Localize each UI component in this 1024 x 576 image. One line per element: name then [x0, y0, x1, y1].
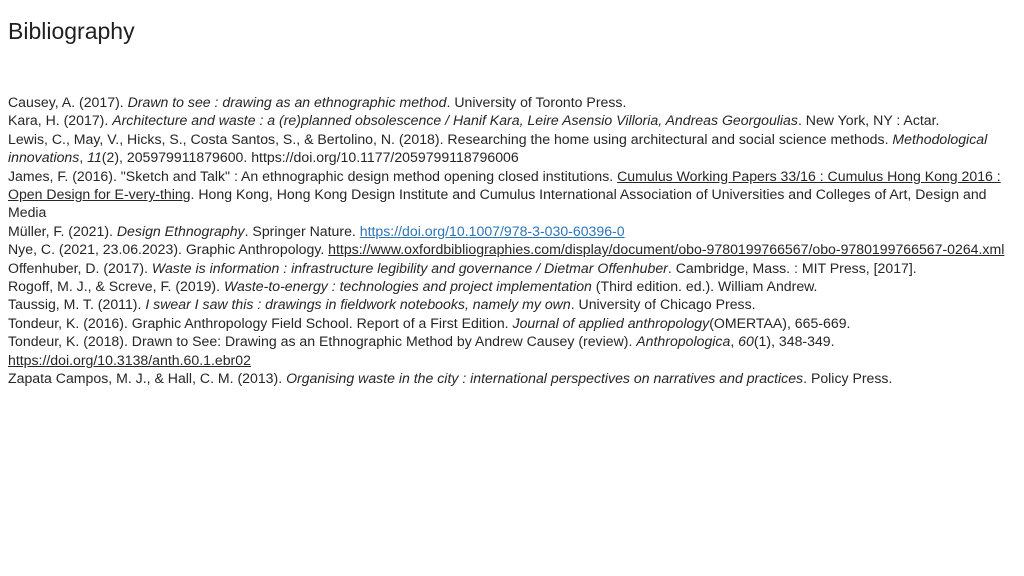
bib-entry-offenhuber: Offenhuber, D. (2017). Waste is information : infrastructure legibility and governance / Dietmar Offenhuber. Cambridge, Mass. : MIT Press, [2017]. [8, 259, 917, 276]
muller-doi-link[interactable]: https://doi.org/10.1007/978-3-030-60396-0 [359, 222, 625, 239]
page-title: Bibliography [8, 18, 135, 44]
bib-entry-kara: Kara, H. (2017). Architecture and waste : a (re)planned obsolescence / Hanif Kara, Leire Asensio Villoria, Andreas Georgoulias. New York, NY : Actar. [8, 112, 940, 129]
bib-entry-tondeur-2016: Tondeur, K. (2016). Graphic Anthropology Field School. Report of a First Edition. Journal of applied anthropology(OMERTAA), 665-669. [8, 314, 851, 331]
bib-entry-causey: Causey, A. (2017). Drawn to see : drawing as an ethnographic method. University of Toronto Press. [8, 94, 627, 110]
bib-entry-james: James, F. (2016). "Sketch and Talk" : An ethnographic design method opening closed institutions. Cumulus Working Papers 33/16 : Cumulus Hong Kong 2016 : Open Design for E-very-thing. Hong Kong, Hong Kong Design Institute and Cumulus International Association of Universities and Colleges of Art, Design and Media [8, 167, 1001, 221]
tondeur-doi-link[interactable]: https://doi.org/10.3138/anth.60.1.ebr02 [8, 351, 251, 368]
bibliography-list [8, 93, 1014, 388]
cumulus-link[interactable]: Cumulus Working Papers 33/16 : Cumulus Hong Kong 2016 : Open Design for E-very-thing [8, 167, 1001, 203]
nye-url-link[interactable]: https://www.oxfordbibliographies.com/display/document/obo-9780199766567/obo-9780199766567-0264.xml [328, 241, 1005, 258]
bib-entry-lewis: Lewis, C., May, V., Hicks, S., Costa Santos, S., & Bertolino, N. (2018). Researching the home using architectural and social science methods. Methodological innovations, 11(2), 205979911879600. https://doi.org/10.1177/2059799118796006 [8, 130, 988, 166]
bib-entry-taussig: Taussig, M. T. (2011). I swear I saw this : drawings in fieldwork notebooks, namely my own. University of Chicago Press. [8, 296, 756, 313]
bib-entry-muller: Müller, F. (2021). Design Ethnography. Springer Nature. https://doi.org/10.1007/978-3-030-60396-0 [8, 222, 625, 239]
bib-entry-nye: Nye, C. (2021, 23.06.2023). Graphic Anthropology. https://www.oxfordbibliographies.com/display/document/obo-9780199766567/obo-9780199766567-0264.xml [8, 241, 1005, 258]
bib-entry-rogoff: Rogoff, M. J., & Screve, F. (2019). Waste-to-energy : technologies and project implementation (Third edition. ed.). William Andrew. [8, 278, 818, 295]
bib-entry-zapata: Zapata Campos, M. J., & Hall, C. M. (2013). Organising waste in the city : international perspectives on narratives and practices. Policy Press. [8, 370, 893, 387]
bib-entry-tondeur-2018: Tondeur, K. (2018). Drawn to See: Drawing as an Ethnographic Method by Andrew Causey (review). Anthropologica, 60(1), 348-349. https://doi.org/10.3138/anth.60.1.ebr02 [8, 333, 835, 368]
